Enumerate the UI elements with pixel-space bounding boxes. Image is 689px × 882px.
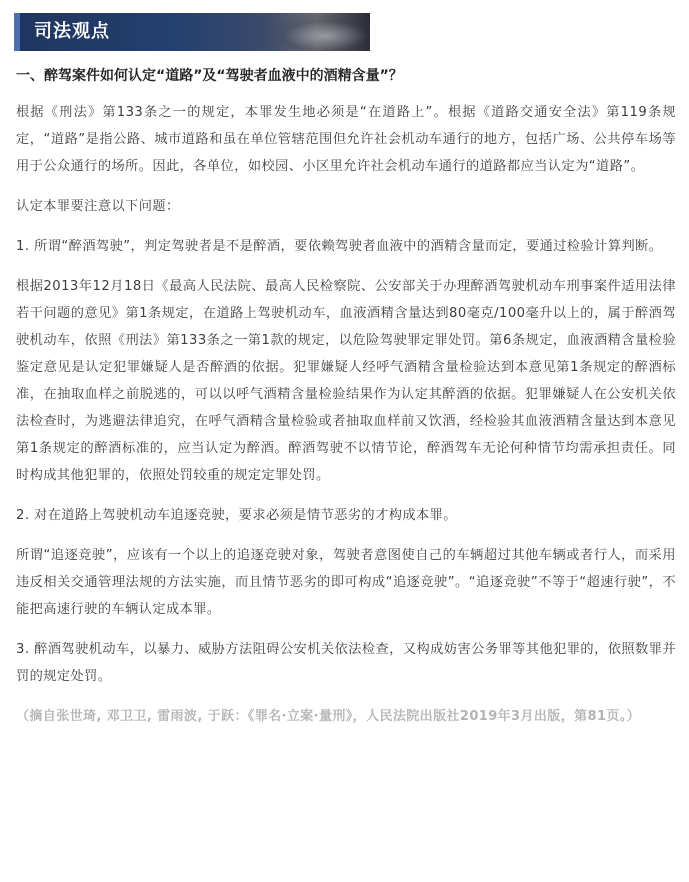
paragraph-point-3: 3. 醉酒驾驶机动车，以暴力、威胁方法阻碍公安机关依法检查，又构成妨害公务罪等其他犯罪的，依照数罪并罚的规定处罚。 [16, 642, 676, 684]
source-citation: （摘自张世琦, 邓卫卫, 雷雨波, 于跃：《罪名·立案·量刑》，人民法院出版社2019年3月出版，第81页。） [16, 709, 641, 724]
paragraph-point-2: 2. 对在道路上驾驶机动车追逐竞驶，要求必须是情节恶劣的才构成本罪。 [16, 508, 457, 523]
paragraph-road-definition: 根据《刑法》第133条之一的规定，本罪发生地必须是“在道路上”。根据《道路交通安全法》第119条规定，“道路”是指公路、城市道路和虽在单位管辖范围但允许社会机动车通行的地方，包括广场、公共停车场等用于公众通行的场所。因此，各单位，如校园、小区里允许社会机动车通行的道路都应当认定为“道路”。 [16, 105, 676, 174]
article-body [16, 64, 676, 730]
section-heading: 一、醉驾案件如何认定“道路”及“驾驶者血液中的酒精含量”？ [16, 68, 403, 84]
section-banner [14, 13, 370, 51]
banner-decoration-image [260, 13, 370, 51]
paragraph-issues-intro: 认定本罪要注意以下问题： [16, 199, 180, 214]
paragraph-racing-definition: 所谓“追逐竞驶”，应该有一个以上的追逐竞驶对象，驾驶者意图使自己的车辆超过其他车辆或者行人，而采用违反相关交通管理法规的方法实施，而且情节恶劣的即可构成“追逐竞驶”。“追逐竞驶”不等于“超速行驶”，不能把高速行驶的车辆认定成本罪。 [16, 548, 676, 617]
banner-title: 司法观点 [34, 21, 110, 42]
banner-accent-bar [14, 13, 20, 51]
paragraph-point-1: 1. 所谓“醉酒驾驶”，判定驾驶者是不是醉酒，要依赖驾驶者血液中的酒精含量而定，要通过检验计算判断。 [16, 239, 663, 254]
paragraph-opinion-details: 根据2013年12月18日《最高人民法院、最高人民检察院、公安部关于办理醉酒驾驶机动车刑事案件适用法律若干问题的意见》第1条规定，在道路上驾驶机动车，血液酒精含量达到80毫克/100毫升以上的，属于醉酒驾驶机动车，依照《刑法》第133条之一第1款的规定，以危险驾驶罪定罪处罚。第6条规定，血液酒精含量检验鉴定意见是认定犯罪嫌疑人是否醉酒的依据。犯罪嫌疑人经呼气酒精含量检验达到本意见第1条规定的醉酒标准，在抽取血样之前脱逃的，可以以呼气酒精含量检验结果作为认定其醉酒的依据。犯罪嫌疑人在公安机关依法检查时，为逃避法律追究，在呼气酒精含量检验或者抽取血样前又饮酒，经检验其血液酒精含量达到本意见第1条规定的醉酒标准的，应当认定为醉酒。醉酒驾驶不以情节论，醉酒驾车无论何种情节均需承担责任。同时构成其他犯罪的，依照处罚较重的规定定罪处罚。 [16, 279, 676, 483]
